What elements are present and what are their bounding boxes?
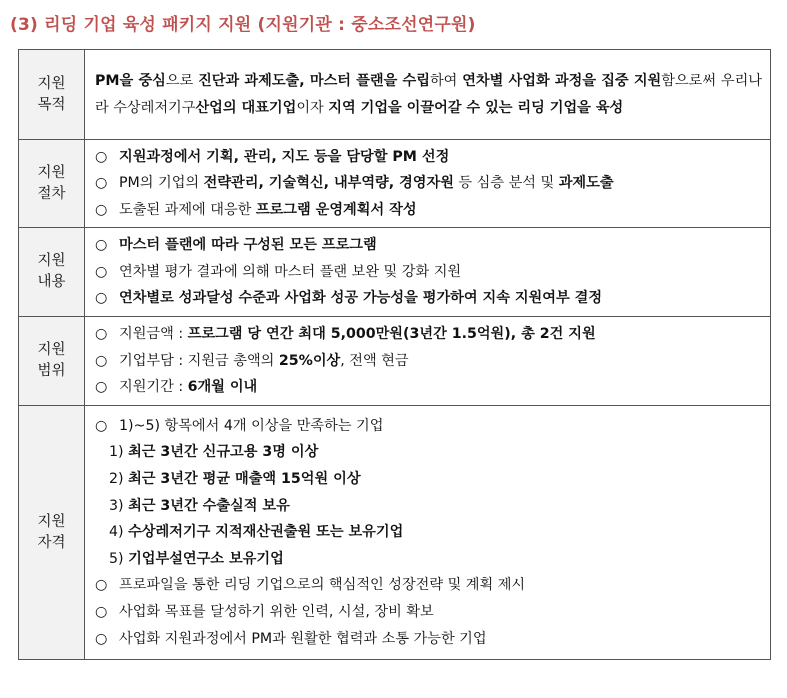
bullet-list-item	[95, 572, 762, 599]
bullet-list-item	[95, 232, 762, 259]
bold-text: 프로그램 당 연간 최대 5,000만원(3년간 1.5억원), 총 2건 지원	[187, 326, 596, 343]
sub-list-item	[95, 519, 762, 546]
row-procedure	[19, 140, 771, 228]
text: 으로	[165, 72, 199, 89]
text: 하여	[429, 72, 463, 89]
label-line: 절차	[37, 185, 66, 202]
text: 이자	[296, 99, 329, 116]
text: 지원금액 :	[119, 326, 188, 343]
circle-bullet-icon: ○	[95, 326, 108, 343]
bold-text: 산업의 대표기업	[195, 99, 297, 116]
bold-text: 수상레저기구 지적재산권출원 또는 보유기업	[128, 524, 404, 541]
circle-bullet-icon: ○	[95, 175, 108, 192]
text: 등 심층 분석 및	[453, 175, 559, 192]
content-purpose	[85, 50, 771, 140]
support-program-table	[18, 49, 771, 660]
label-purpose	[19, 50, 85, 140]
text: 지원기간 :	[119, 379, 188, 396]
text: 도출된 과제에 대응한	[119, 201, 256, 218]
purpose-paragraph	[95, 68, 762, 121]
bold-text: 최근 3년간 신규고용 3명 이상	[128, 444, 319, 461]
bold-text: 기업부설연구소 보유기업	[128, 550, 284, 567]
sub-list-item	[95, 493, 762, 520]
bullet-list-item	[95, 599, 762, 626]
bold-text: 25%이상	[278, 352, 341, 369]
content-procedure	[85, 140, 771, 228]
circle-bullet-icon: ○	[95, 577, 108, 594]
bullet-list-item	[95, 348, 762, 375]
bullet-list-item	[95, 144, 762, 171]
bold-text: 6개월 이내	[187, 379, 258, 396]
bold-text: 마스터 플랜에 따라 구성된 모든 프로그램	[119, 237, 377, 254]
bold-text: 연차별 사업화 과정을 집중 지원	[462, 72, 662, 89]
bullet-list-item	[95, 374, 762, 401]
circle-bullet-icon: ○	[95, 148, 108, 165]
bullet-list-item	[95, 197, 762, 224]
circle-bullet-icon: ○	[95, 352, 108, 369]
sub-list-item	[95, 546, 762, 573]
circle-bullet-icon: ○	[95, 630, 108, 647]
text: PM의 기업의	[119, 175, 204, 192]
bold-text: PM을 중심	[95, 72, 166, 89]
bold-text: 진단과 과제도출, 마스터 플랜을 수립	[198, 72, 430, 89]
label-line: 내용	[37, 274, 66, 290]
circle-bullet-icon: ○	[95, 379, 108, 396]
text: 1)	[109, 444, 129, 461]
circle-bullet-icon: ○	[95, 603, 108, 620]
label-line: 지원	[37, 513, 66, 530]
bold-text: 전략관리, 기술혁신, 내부역량, 경영자원	[203, 175, 454, 192]
text: 1)~5) 항목에서 4개 이상을 만족하는 기업	[119, 417, 384, 434]
row-purpose	[19, 50, 771, 140]
text: 연차별 평가 결과에 의해 마스터 플랜 보완 및 강화 지원	[119, 263, 462, 280]
text: 함으로써 우리나라 수상레저기구	[95, 72, 762, 116]
bold-text: 최근 3년간 수출실적 보유	[128, 497, 290, 514]
label-line: 목적	[37, 96, 66, 113]
row-eligibility	[19, 406, 771, 660]
bold-text: 프로그램 운영계획서 작성	[255, 201, 417, 218]
circle-bullet-icon: ○	[95, 237, 108, 254]
label-scope	[19, 317, 85, 406]
sub-list-item	[95, 466, 762, 493]
bold-text: 최근 3년간 평균 매출액 15억원 이상	[128, 471, 361, 488]
content-contents	[85, 228, 771, 317]
row-scope	[19, 317, 771, 406]
bullet-list-item	[95, 259, 762, 286]
circle-bullet-icon: ○	[95, 263, 108, 280]
bullet-list-item	[95, 321, 762, 348]
bullet-list-item	[95, 170, 762, 197]
bold-text: 지역 기업을 이끌어갈 수 있는 리딩 기업을 육성	[328, 99, 624, 116]
label-procedure	[19, 140, 85, 228]
label-line: 지원	[37, 164, 66, 181]
text: , 전액 현금	[340, 352, 409, 369]
content-scope	[85, 317, 771, 406]
text: 5)	[109, 550, 129, 567]
text: 사업화 목표를 달성하기 위한 인력, 시설, 장비 확보	[119, 603, 434, 620]
content-eligibility	[85, 406, 771, 660]
text: 2)	[109, 471, 129, 488]
bullet-list-item	[95, 285, 762, 312]
sub-list-item	[95, 439, 762, 466]
text: 기업부담 : 지원금 총액의	[119, 352, 279, 369]
bold-text: 과제도출	[558, 175, 614, 192]
row-contents	[19, 228, 771, 317]
circle-bullet-icon: ○	[95, 290, 108, 307]
text: 3)	[109, 497, 129, 514]
bold-text: 연차별로 성과달성 수준과 사업화 성공 가능성을 평가하여 지속 지원여부 결정	[119, 290, 603, 307]
bullet-list-item	[95, 413, 762, 440]
label-line: 자격	[37, 534, 66, 551]
text: 사업화 지원과정에서 PM과 원활한 협력과 소통 가능한 기업	[119, 630, 487, 647]
bold-text: 지원과정에서 기획, 관리, 지도 등을 담당할 PM 선정	[119, 148, 450, 165]
label-line: 지원	[37, 342, 66, 358]
label-line: 지원	[37, 75, 66, 92]
bullet-list-item	[95, 626, 762, 653]
label-contents	[19, 228, 85, 317]
circle-bullet-icon: ○	[95, 201, 108, 218]
section-title: (3) 리딩 기업 육성 패키지 지원 (지원기관 : 중소조선연구원)	[10, 15, 476, 35]
text: 프로파일을 통한 리딩 기업으로의 핵심적인 성장전략 및 계획 제시	[119, 577, 526, 594]
label-line: 범위	[37, 363, 66, 379]
circle-bullet-icon: ○	[95, 417, 108, 434]
label-line: 지원	[37, 253, 66, 269]
label-eligibility	[19, 406, 85, 660]
text: 4)	[109, 524, 129, 541]
